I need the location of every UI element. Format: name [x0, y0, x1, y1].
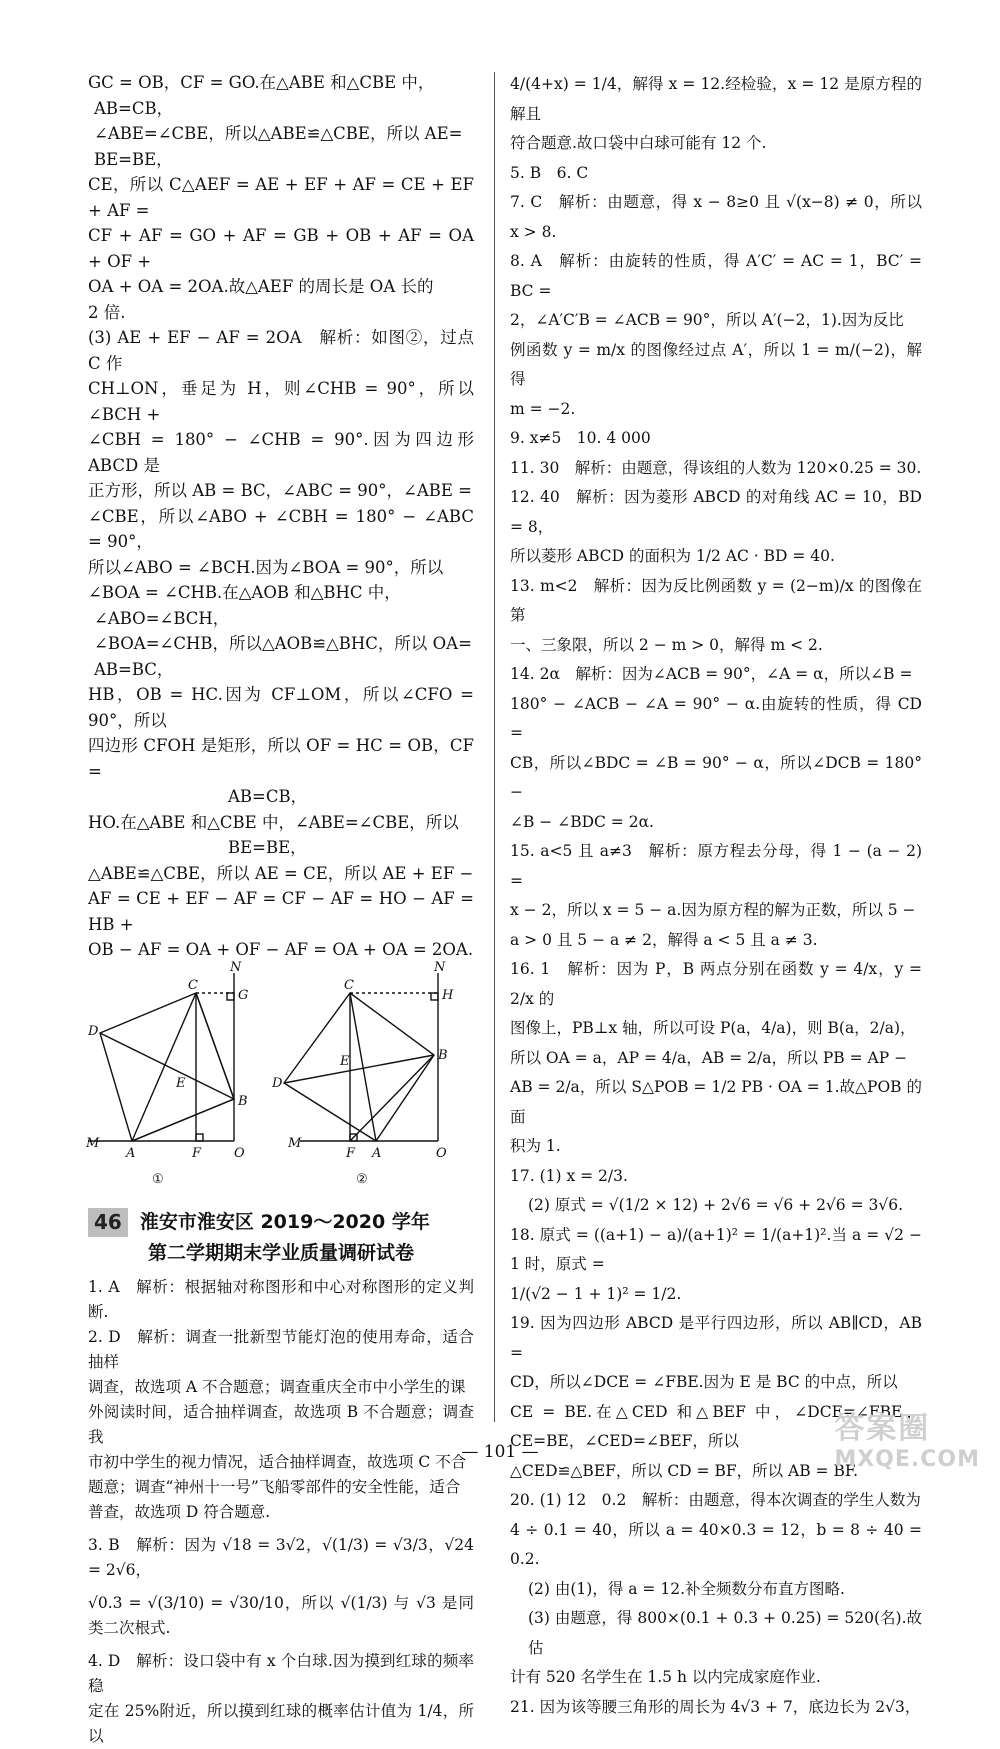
text-line: CF + AF = GO + AF = GB + OB + AF = OA + OF +: [88, 226, 474, 271]
text-line: ∠BOA = ∠CHB.在△AOB 和△BHC 中，: [88, 583, 401, 602]
text-line: HB，OB = HC.因为 CF⊥OM，所以∠CFO = 90°，所以: [88, 685, 474, 730]
point-label: C: [188, 977, 198, 993]
text-line: HO.在△ABE 和△CBE 中，∠ABE=∠CBE，所以: [88, 812, 459, 832]
text-line: 2 倍.: [88, 302, 126, 322]
text-line: ∠B − ∠BDC = 2α.: [510, 812, 654, 831]
text-line: AB=BC，: [94, 659, 174, 679]
left-column: [88, 70, 474, 1749]
point-label: B: [438, 1047, 448, 1063]
text-line: AB=CB，: [228, 787, 308, 806]
text-line: 13. m<2 解析：因为反比例函数 y = (2−m)/x 的图像在第: [510, 576, 922, 624]
text-line: ∠CBH = 180° − ∠CHB = 90°.因为四边形 ABCD 是: [88, 430, 474, 475]
text-line: 3. B 解析：因为 √18 = 3√2，√(1/3) = √3/3，√24 = 2√6，: [88, 1535, 474, 1579]
point-label: N: [434, 959, 446, 975]
text-line: AF = CE + EF − AF = CF − AF = HO − AF = HB +: [88, 889, 474, 934]
column-divider: [494, 72, 495, 1422]
text-line: 正方形，所以 AB = BC，∠ABC = 90°，∠ABE =: [88, 481, 472, 500]
text-line: 180° − ∠ACB − ∠A = 90° − α.由旋转的性质，得 CD =: [510, 694, 922, 742]
page-number: — 101 —: [461, 1442, 539, 1462]
section-title: 淮安市淮安区 2019～2020 学年: [139, 1210, 430, 1233]
point-label: D: [272, 1075, 283, 1091]
left-text-top: [88, 70, 474, 963]
point-label: H: [442, 987, 454, 1003]
text-line: ∠BOA=∠CHB，所以△AOB≌△BHC，所以 OA=: [94, 634, 472, 653]
left-text-bottom: [88, 1275, 474, 1749]
text-line: 7. C 解析：由题意，得 x − 8≥0 且 √(x−8) ≠ 0，所以 x > 8.: [510, 193, 922, 241]
text-line: ∠CBE，所以∠ABO + ∠CBH = 180° − ∠ABC = 90°，: [88, 506, 474, 551]
text-line: CE = BE.在△CED 和△BEF 中，∠DCE=∠FBE，CE=BE，∠CED=∠BEF，所以: [510, 1402, 922, 1450]
text-line: 14. 2α 解析：因为∠ACB = 90°，∠A = α，所以∠B =: [510, 665, 913, 683]
text-line: 所以∠ABO = ∠BCH.因为∠BOA = 90°，所以: [88, 557, 444, 577]
section-heading: [88, 1208, 474, 1238]
figure-2: [284, 973, 438, 1141]
text-line: 图像上，PB⊥x 轴，所以可设 P(a，4/a)，则 B(a，2/a)，: [510, 1019, 916, 1037]
figure-2-labels: [271, 960, 454, 1187]
text-line: 调查，故选项 A 不合题意；调查重庆全市中小学生的课: [88, 1377, 466, 1396]
point-label: M: [86, 1135, 100, 1151]
figure-caption: ①: [152, 1171, 164, 1187]
text-line: x − 2，所以 x = 5 − a.因为原方程的解为正数，所以 5 −: [510, 901, 916, 919]
text-line: 4. D 解析：设口袋中有 x 个白球.因为摸到红球的频率稳: [88, 1651, 474, 1695]
text-line: 2. D 解析：调查一批新型节能灯泡的使用寿命，适合抽样: [88, 1327, 474, 1371]
text-line: 18. 原式 = ((a+1) − a)/(a+1)² = 1/(a+1)².当 a = √2 − 1 时，原式 =: [510, 1225, 922, 1273]
text-line: 2，∠A′C′B = ∠ACB = 90°，所以 A′(−2，1).因为反比: [510, 311, 904, 329]
text-line: (2) 由(1)，得 a = 12.补全频数分布直方图略.: [528, 1579, 845, 1598]
text-line: OB − AF = OA + OF − AF = OA + OA = 2OA.: [88, 940, 474, 959]
text-line: 题意；调查“神州十一号”飞船零部件的安全性能，适合: [88, 1477, 461, 1496]
point-label: N: [230, 959, 242, 975]
point-label: A: [372, 1145, 382, 1161]
text-line: m = −2.: [510, 399, 576, 418]
text-line: 普查，故选项 D 符合题意.: [88, 1502, 271, 1521]
text-line: GC = OB，CF = GO.在△ABE 和△CBE 中，: [88, 73, 435, 92]
text-line: 1/(√2 − 1 + 1)² = 1/2.: [510, 1284, 682, 1303]
site-watermark: [834, 1403, 980, 1472]
text-line: CE，所以 C△AEF = AE + EF + AF = CE + EF + AF =: [88, 175, 474, 220]
text-line: OA + OA = 2OA.故△AEF 的周长是 OA 长的: [88, 277, 434, 296]
point-label: B: [238, 1093, 248, 1109]
text-line: ∠ABE=∠CBE，所以△ABE≌△CBE，所以 AE=: [94, 124, 463, 143]
text-line: (3) AE + EF − AF = 2OA 解析：如图②，过点 C 作: [88, 328, 474, 373]
text-line: a > 0 且 5 − a ≠ 2，解得 a < 5 且 a ≠ 3.: [510, 930, 818, 949]
text-line: (2) 原式 = √(1/2 × 12) + 2√6 = √6 + 2√6 = 3√6.: [528, 1196, 904, 1214]
right-column: [510, 70, 922, 1722]
point-label: F: [192, 1145, 202, 1161]
text-line: CD，所以∠DCE = ∠FBE.因为 E 是 BC 的中点，所以: [510, 1373, 898, 1391]
point-label: E: [176, 1075, 186, 1091]
text-line: 定在 25%附近，所以摸到红球的概率估计值为 1/4，所以: [88, 1701, 474, 1745]
text-line: 19. 因为四边形 ABCD 是平行四边形，所以 AB∥CD，AB =: [510, 1314, 922, 1362]
text-line: 例函数 y = m/x 的图像经过点 A′，所以 1 = m/(−2)，解得: [510, 340, 922, 388]
point-label: E: [340, 1053, 350, 1069]
text-line: (3) 由题意，得 800×(0.1 + 0.3 + 0.25) = 520(名).故估: [528, 1609, 922, 1657]
point-label: O: [234, 1145, 245, 1161]
text-line: 外阅读时间，适合抽样调查，故选项 B 不合题意；调查我: [88, 1402, 474, 1446]
text-line: 计有 520 名学生在 1.5 h 以内完成家庭作业.: [510, 1668, 821, 1686]
point-label: A: [126, 1145, 136, 1161]
text-line: △ABE≌△CBE，所以 AE = CE，所以 AE + EF −: [88, 863, 474, 883]
point-label: D: [88, 1023, 99, 1039]
text-line: 17. (1) x = 2/3.: [510, 1166, 628, 1185]
point-label: O: [436, 1145, 447, 1161]
text-line: √0.3 = √(3/10) = √30/10，所以 √(1/3) 与 √3 是同类二次根式.: [88, 1593, 474, 1637]
text-line: 9. x≠5 10. 4 000: [510, 429, 651, 447]
section-number-badge: 46: [88, 1208, 128, 1238]
text-line: △CED≌△BEF，所以 CD = BF，所以 AB = BF.: [510, 1461, 859, 1480]
geometry-figures: [86, 959, 474, 1198]
text-line: CB，所以∠BDC = ∠B = 90° − α，所以∠DCB = 180° −: [510, 753, 922, 801]
text-line: 四边形 CFOH 是矩形，所以 OF = HC = OB，CF =: [88, 736, 474, 781]
text-line: BE=BE，: [228, 838, 307, 857]
figure-caption: ②: [356, 1171, 368, 1187]
text-line: 市初中学生的视力情况，适合抽样调查，故选项 C 不合: [88, 1452, 467, 1471]
text-line: 5. B 6. C: [510, 163, 589, 182]
text-line: 所以 OA = a，AP = 4/a，AB = 2/a，所以 PB = AP −: [510, 1048, 908, 1067]
text-line: AB = 2/a，所以 S△POB = 1/2 PB · OA = 1.故△POB 的面: [510, 1078, 922, 1126]
text-line: 积为 1.: [510, 1137, 561, 1155]
section-subtitle: 第二学期期末学业质量调研试卷: [147, 1242, 414, 1264]
text-line: CH⊥ON，垂足为 H，则∠CHB = 90°，所以∠BCH +: [88, 379, 474, 424]
text-line: 1. A 解析：根据轴对称图形和中心对称图形的定义判断.: [88, 1277, 474, 1321]
text-line: 所以菱形 ABCD 的面积为 1/2 AC · BD = 40.: [510, 547, 835, 565]
watermark-line-1: 答案圈: [834, 1411, 931, 1446]
figure-1-and-2: [86, 959, 474, 1198]
text-line: 12. 40 解析：因为菱形 ABCD 的对角线 AC = 10，BD = 8，: [510, 488, 922, 536]
point-label: C: [344, 977, 354, 993]
text-line: 11. 30 解析：由题意，得该组的人数为 120×0.25 = 30.: [510, 458, 922, 477]
text-line: 16. 1 解析：因为 P，B 两点分别在函数 y = 4/x，y = 2/x 的: [510, 960, 922, 1008]
point-label: M: [288, 1135, 302, 1151]
text-line: BE=BE，: [94, 149, 173, 169]
figure-1: [88, 973, 234, 1141]
figure-1-labels: [85, 960, 248, 1187]
text-line: 21. 因为该等腰三角形的周长为 4√3 + 7，底边长为 2√3，: [510, 1697, 921, 1716]
watermark-line-2: MXQE.COM: [834, 1447, 980, 1472]
point-label: F: [346, 1145, 356, 1161]
text-line: ∠ABO=∠BCH，: [94, 608, 230, 628]
text-line: 4/(4+x) = 1/4，解得 x = 12.经检验，x = 12 是原方程的解且: [510, 75, 922, 123]
point-label: G: [238, 987, 249, 1003]
text-line: 8. A 解析：由旋转的性质，得 A′C′ = AC = 1，BC′ = BC =: [510, 252, 922, 300]
text-line: 符合题意.故口袋中白球可能有 12 个.: [510, 134, 767, 152]
text-line: AB=CB，: [94, 98, 174, 118]
text-line: 15. a<5 且 a≠3 解析：原方程去分母，得 1 − (a − 2) =: [510, 842, 922, 890]
text-line: 20. (1) 12 0.2 解析：由题意，得本次调查的学生人数为: [510, 1491, 921, 1509]
text-line: 一、三象限，所以 2 − m > 0，解得 m < 2.: [510, 635, 823, 654]
text-line: 4 ÷ 0.1 = 40，所以 a = 40×0.3 = 12，b = 8 ÷ 40 = 0.2.: [510, 1520, 922, 1568]
